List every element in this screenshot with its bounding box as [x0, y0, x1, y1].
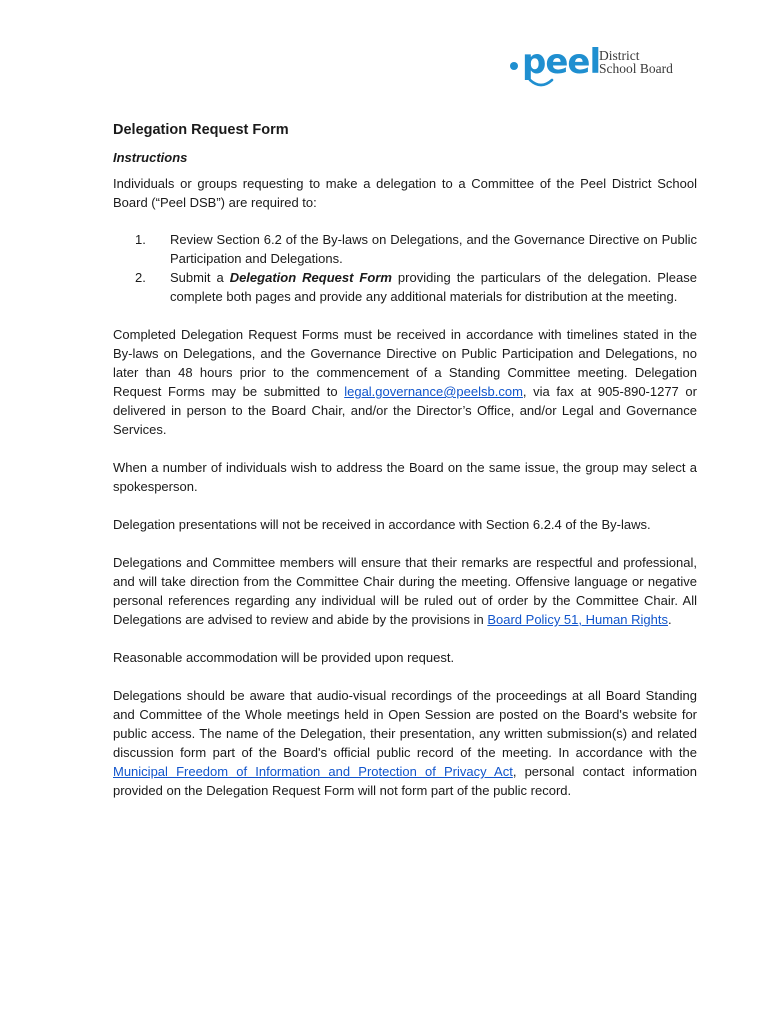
policy-51-link[interactable]: Board Policy 51, Human Rights	[487, 612, 668, 627]
peel-dsb-logo	[510, 44, 690, 90]
list-item-number: 1.	[135, 232, 146, 247]
accommodation-paragraph: Reasonable accommodation will be provided upon request.	[113, 650, 455, 665]
logo-smile-icon	[528, 78, 554, 88]
logo-school-board-text: School Board	[599, 61, 673, 76]
submission-text-end: , via fax at 905-890-1277 or delivered in person to the Board Chair, and/or the Director’s Office, and/or Legal and Governance Services.	[113, 384, 697, 437]
steps-list	[113, 230, 697, 306]
list-item-number: 2.	[135, 270, 146, 285]
conduct-text-end: .	[668, 612, 672, 627]
conduct-paragraph	[113, 553, 697, 629]
list-item-text-post: providing the particulars of the delegation. Please complete both pages and provide any additional materials for distribution at the meeting.	[170, 270, 697, 304]
email-link[interactable]: legal.governance@peelsb.com	[344, 384, 523, 399]
list-item-text: Review Section 6.2 of the By-laws on Delegations, and the Governance Directive on Public Participation and Delegations.	[170, 232, 697, 266]
form-name-emphasis: Delegation Request Form	[229, 270, 392, 285]
list-item-text-pre: Submit a	[170, 270, 230, 285]
document-body	[113, 120, 697, 819]
page-title: Delegation Request Form	[113, 122, 289, 138]
instructions-heading: Instructions	[113, 150, 188, 165]
mfippa-link[interactable]: Municipal Freedom of Information and Protection of Privacy Act	[113, 764, 513, 779]
submission-paragraph	[113, 325, 697, 439]
recordings-text: Delegations should be aware that audio-visual recordings of the proceedings at all Board Standing and Committee of the Whole meetings held in Open Session are posted on the Board's website for public access. The name of the Delegation, their presentation, any written submission(s) and related discussion form part of the Board's official public record of the meeting. In accordance with the	[113, 688, 697, 760]
recordings-paragraph	[113, 686, 697, 800]
logo-wordmark: peel	[522, 42, 601, 82]
recordings-text-end: , personal contact information provided on the Delegation Request Form will not form part of the public record.	[113, 764, 697, 798]
spokesperson-paragraph: When a number of individuals wish to address the Board on the same issue, the group may select a spokesperson.	[113, 460, 697, 494]
conduct-text: Delegations and Committee members will ensure that their remarks are respectful and professional, and will take direction from the Committee Chair during the meeting. Offensive language or negative personal references regarding any individual will be ruled out of order by the Committee Chair. All Delegations are advised to review and abide by the provisions in	[113, 555, 697, 627]
submission-text: Completed Delegation Request Forms must be received in accordance with timelines stated in the By-laws on Delegations, and the Governance Directive on Public Participation and Delegations, no later than 48 hours prior to the commencement of a Standing Committee meeting. Delegation Request Forms may be submitted to	[113, 327, 697, 399]
logo-district-text: District	[599, 48, 640, 63]
list-item	[113, 268, 697, 306]
list-item	[113, 230, 697, 268]
logo-dot-icon	[510, 62, 518, 70]
not-received-paragraph: Delegation presentations will not be received in accordance with Section 6.2.4 of the By-laws.	[113, 517, 651, 532]
intro-paragraph: Individuals or groups requesting to make a delegation to a Committee of the Peel District School Board (“Peel DSB”) are required to:	[113, 176, 697, 210]
